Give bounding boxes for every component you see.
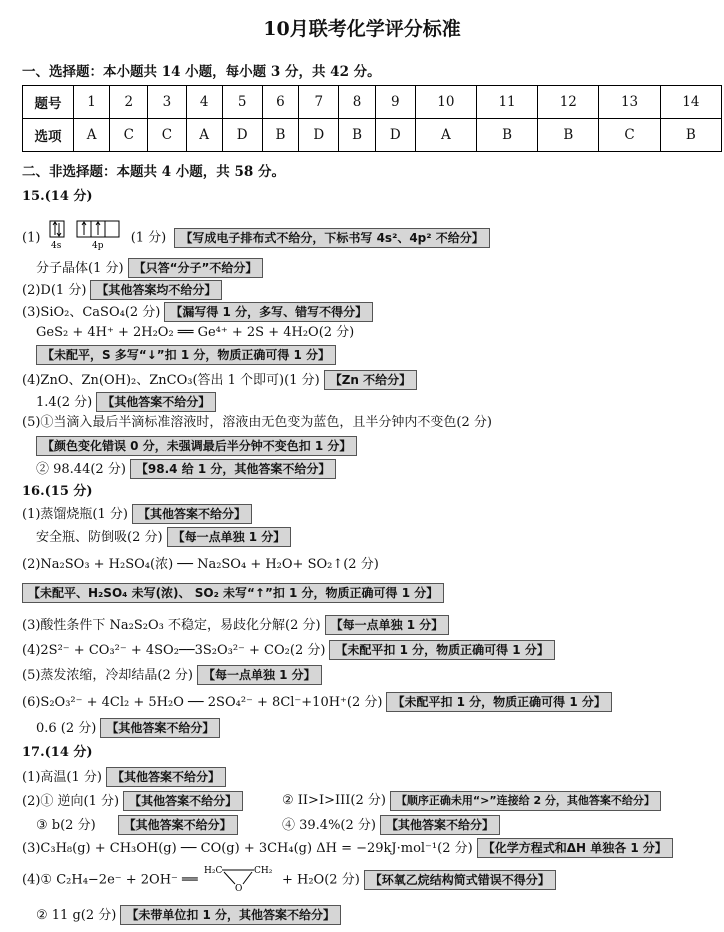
grading-note: 【其他答案均不给分】 bbox=[90, 280, 222, 300]
epoxide-structure bbox=[202, 862, 278, 898]
q15-header: 15.(14 分) bbox=[22, 189, 93, 204]
answer-cell: A bbox=[74, 119, 110, 152]
q15-line-11 bbox=[36, 459, 336, 479]
grading-note: 【Zn 不给分】 bbox=[324, 370, 417, 390]
answer-cell: D bbox=[375, 119, 415, 152]
section-2-heading: 二、非选择题：本题共 4 小题，共 58 分。 bbox=[22, 164, 285, 180]
q17-line-4 bbox=[22, 838, 673, 858]
question-number: 6 bbox=[262, 86, 299, 119]
grading-note: 【顺序正确未用“>”连接给 2 分，其他答案不给分】 bbox=[390, 791, 661, 811]
question-number: 9 bbox=[375, 86, 415, 119]
grading-note: 【其他答案不给分】 bbox=[132, 504, 252, 524]
answer-text: (2)① 逆向(1 分) bbox=[22, 794, 120, 809]
row-label-number: 题号 bbox=[23, 86, 74, 119]
page-title: 10月联考化学评分标准 bbox=[263, 18, 461, 40]
q15-line-7 bbox=[22, 370, 417, 390]
question-number: 11 bbox=[476, 86, 537, 119]
question-number: 7 bbox=[299, 86, 339, 119]
answer-text: (4)2S²⁻ + CO₃²⁻ + 4SO₂──3S₂O₃²⁻ + CO₂(2 分) bbox=[22, 643, 326, 658]
grading-note: 【未配平、H₂SO₄ 未写(浓)、 SO₂ 未写“↑”扣 1 分，物质正确可得 1 分】 bbox=[22, 583, 444, 603]
svg-text:O: O bbox=[234, 884, 243, 892]
grading-note: 【每一点单独 1 分】 bbox=[197, 665, 322, 685]
answer-cell: D bbox=[222, 119, 262, 152]
q17-line-6 bbox=[36, 905, 341, 925]
q15-line-6 bbox=[36, 345, 336, 365]
grading-note: 【其他答案不给分】 bbox=[96, 392, 216, 412]
q16-line-2 bbox=[36, 527, 291, 547]
answer-text: 1.4(2 分) bbox=[36, 395, 93, 410]
svg-text:H₂C: H₂C bbox=[203, 866, 223, 876]
question-number: 13 bbox=[599, 86, 660, 119]
q16-line-1 bbox=[22, 504, 252, 524]
q15-line-2 bbox=[36, 258, 263, 278]
answer-cell: C bbox=[110, 119, 148, 152]
question-number: 10 bbox=[415, 86, 476, 119]
q17-line-3a bbox=[36, 815, 238, 835]
orbital-4s-label: 4s bbox=[50, 241, 61, 250]
q17-line-2a bbox=[22, 791, 243, 811]
grading-note: 【其他答案不给分】 bbox=[106, 767, 226, 787]
q17-line-1 bbox=[22, 767, 226, 787]
answer-text: (6)S₂O₃²⁻ + 4Cl₂ + 5H₂O ── 2SO₄²⁻ + 8Cl⁻+10H⁺(2 分) bbox=[22, 695, 383, 710]
q17-line-2b bbox=[282, 791, 661, 811]
svg-text:CH₂: CH₂ bbox=[253, 866, 273, 876]
answer-cell: C bbox=[599, 119, 660, 152]
answer-text: 分子晶体(1 分) bbox=[36, 261, 124, 276]
q15-l1-score: (1 分) bbox=[130, 230, 167, 246]
grading-note: 【每一点单独 1 分】 bbox=[167, 527, 292, 547]
grading-note: 【其他答案不给分】 bbox=[123, 791, 243, 811]
q16-line-5 bbox=[22, 615, 449, 635]
answer-cell: C bbox=[148, 119, 186, 152]
answer-text: ④ 39.4%(2 分) bbox=[282, 818, 376, 833]
q16-line-6 bbox=[22, 640, 555, 660]
q16-line-8 bbox=[22, 692, 612, 712]
q17-line-3b bbox=[282, 815, 500, 835]
q15-line-9: (5)①当滴入最后半滴标准溶液时，溶液由无色变为蓝色，且半分钟内不变色(2 分) bbox=[22, 415, 492, 430]
row-label-answer: 选项 bbox=[23, 119, 74, 152]
answer-text: ② 98.44(2 分) bbox=[36, 462, 126, 477]
q16-header: 16.(15 分) bbox=[22, 484, 93, 499]
q15-line-3 bbox=[22, 280, 222, 300]
answer-text: 0.6 (2 分) bbox=[36, 721, 97, 736]
grading-note: 【写成电子排布式不给分，下标书写 4s²、4p² 不给分】 bbox=[174, 228, 489, 248]
answer-cell: D bbox=[299, 119, 339, 152]
answer-text: (3)SiO₂、CaSO₄(2 分) bbox=[22, 305, 161, 320]
answer-text: (1)蒸馏烧瓶(1 分) bbox=[22, 507, 128, 522]
answer-text: ② II>I>III(2 分) bbox=[282, 793, 386, 808]
grading-note: 【未配平扣 1 分，物质正确可得 1 分】 bbox=[329, 640, 554, 660]
question-number: 1 bbox=[74, 86, 110, 119]
answer-text: ③ b(2 分) bbox=[36, 818, 96, 833]
grading-note: 【98.4 给 1 分，其他答案不给分】 bbox=[130, 459, 337, 479]
q15-line-1 bbox=[22, 220, 490, 256]
answer-text: (4)ZnO、Zn(OH)₂、ZnCO₃(答出 1 个即可)(1 分) bbox=[22, 373, 320, 388]
grading-note: 【颜色变化错误 0 分，未强调最后半分钟不变色扣 1 分】 bbox=[36, 436, 357, 456]
grading-note: 【化学方程式和ΔH 单独各 1 分】 bbox=[477, 838, 673, 858]
question-number: 8 bbox=[339, 86, 376, 119]
grading-note: 【每一点单独 1 分】 bbox=[325, 615, 450, 635]
grading-note: 【未带单位扣 1 分，其他答案不给分】 bbox=[120, 905, 341, 925]
question-number: 5 bbox=[222, 86, 262, 119]
question-number: 14 bbox=[660, 86, 721, 119]
answer-text: (5)蒸发浓缩，冷却结晶(2 分) bbox=[22, 668, 193, 683]
grading-note: 【漏写得 1 分，多写、错写不得分】 bbox=[164, 302, 373, 322]
answer-cell: A bbox=[186, 119, 222, 152]
answer-text: (2)D(1 分) bbox=[22, 283, 87, 298]
orbital-diagram bbox=[47, 220, 125, 256]
grading-note: 【未配平扣 1 分，物质正确可得 1 分】 bbox=[386, 692, 611, 712]
grading-note: 【其他答案不给分】 bbox=[380, 815, 500, 835]
q15-l1-prefix: (1) bbox=[22, 230, 41, 246]
grading-note: 【其他答案不给分】 bbox=[118, 815, 238, 835]
q16-line-4 bbox=[22, 583, 444, 603]
orbital-4p-label: 4p bbox=[91, 241, 104, 250]
grading-note: 【只答“分子”不给分】 bbox=[128, 258, 264, 278]
q17-header: 17.(14 分) bbox=[22, 745, 93, 760]
q15-line-4 bbox=[22, 302, 373, 322]
table-row-numbers bbox=[23, 86, 722, 119]
grading-note: 【未配平，S 多写“↓”扣 1 分，物质正确可得 1 分】 bbox=[36, 345, 336, 365]
answer-text: 安全瓶、防倒吸(2 分) bbox=[36, 530, 163, 545]
q15-line-8 bbox=[36, 392, 216, 412]
q16-line-7 bbox=[22, 665, 322, 685]
answer-text: ② 11 g(2 分) bbox=[36, 908, 117, 923]
answer-cell: B bbox=[538, 119, 599, 152]
q15-line-5: GeS₂ + 4H⁺ + 2H₂O₂ ══ Ge⁴⁺ + 2S + 4H₂O(2 分) bbox=[36, 325, 355, 340]
answer-cell: B bbox=[339, 119, 376, 152]
answer-text: (3)C₃H₈(g) + CH₃OH(g) ── CO(g) + 3CH₄(g) ΔH = −29kJ·mol⁻¹(2 分) bbox=[22, 841, 473, 856]
answer-table bbox=[22, 85, 722, 152]
answer-cell: A bbox=[415, 119, 476, 152]
answer-cell: B bbox=[476, 119, 537, 152]
question-number: 2 bbox=[110, 86, 148, 119]
question-number: 3 bbox=[148, 86, 186, 119]
grading-note: 【环氧乙烷结构简式错误不得分】 bbox=[364, 870, 556, 890]
grading-note: 【其他答案不给分】 bbox=[100, 718, 220, 738]
q16-line-9 bbox=[36, 718, 220, 738]
question-number: 12 bbox=[538, 86, 599, 119]
answer-text: (3)酸性条件下 Na₂S₂O₃ 不稳定，易歧化分解(2 分) bbox=[22, 618, 321, 633]
question-number: 4 bbox=[186, 86, 222, 119]
answer-cell: B bbox=[262, 119, 299, 152]
section-1-heading: 一、选择题：本小题共 14 小题，每小题 3 分，共 42 分。 bbox=[22, 64, 381, 80]
answer-text: (4)① C₂H₄−2e⁻ + 2OH⁻ ══ bbox=[22, 872, 198, 888]
q16-line-3: (2)Na₂SO₃ + H₂SO₄(浓) ── Na₂SO₄ + H₂O+ SO₂↑(2 分) bbox=[22, 557, 379, 572]
answer-text: + H₂O(2 分) bbox=[281, 872, 360, 888]
q17-line-5 bbox=[22, 862, 556, 898]
answer-text: (1)高温(1 分) bbox=[22, 770, 102, 785]
q15-line-10 bbox=[36, 436, 357, 456]
table-row-answers bbox=[23, 119, 722, 152]
answer-cell: B bbox=[660, 119, 721, 152]
